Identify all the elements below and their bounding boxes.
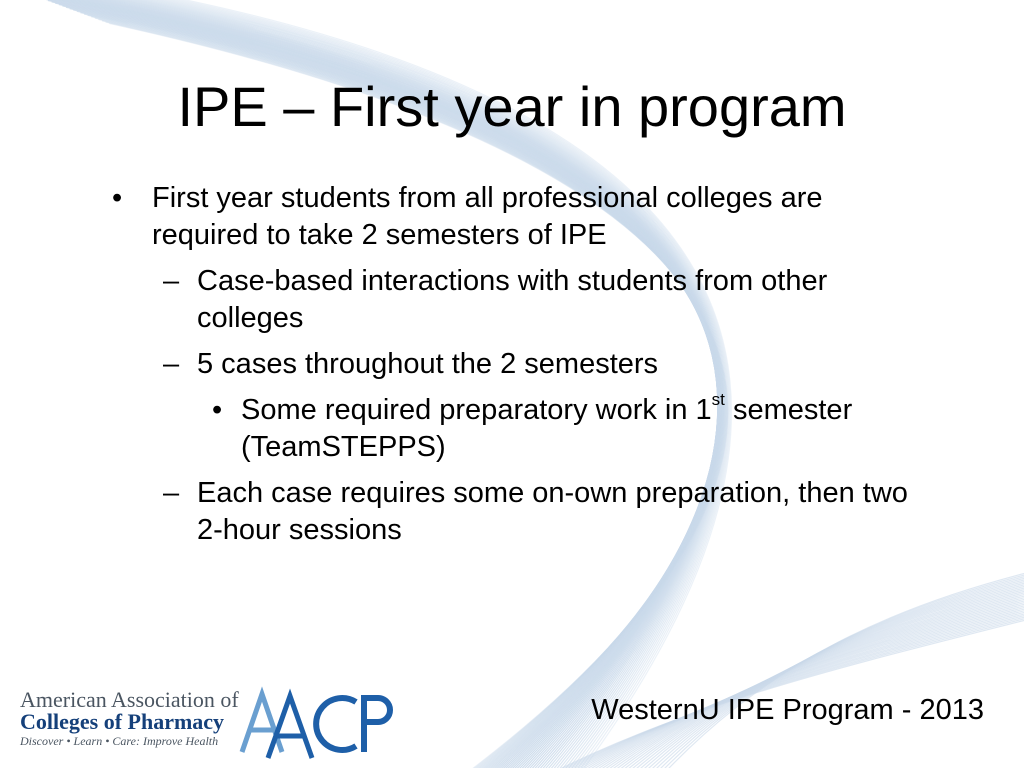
dash-marker: –	[163, 265, 180, 297]
bullet-marker: •	[112, 182, 123, 214]
bullet-text: First year students from all professional colleges are required to take 2 semesters of IPE	[152, 182, 823, 251]
slide-title: IPE – First year in program	[177, 75, 847, 138]
bullet-text-after: semester (TeamSTEPPS)	[241, 394, 853, 463]
dash-marker: –	[163, 477, 180, 509]
aacp-logo	[16, 686, 396, 762]
bullet-text-before: Some required preparatory work in 1	[241, 394, 712, 426]
bullet-list	[100, 180, 920, 558]
bullet-item-level3	[100, 392, 920, 466]
bullet-item-level2	[100, 263, 920, 337]
footer-text: WesternU IPE Program - 2013	[591, 694, 984, 726]
aacp-logo-mark	[238, 686, 394, 762]
ordinal-superscript: st	[711, 390, 725, 410]
bullet-text: Each case requires some on-own preparation, then two 2-hour sessions	[197, 477, 908, 546]
bullet-text: 5 cases throughout the 2 semesters	[197, 348, 659, 380]
bullet-marker: •	[212, 394, 223, 426]
bullet-item-level1	[100, 180, 920, 254]
logo-org-name-line1: American Association of	[20, 687, 239, 712]
dash-marker: –	[163, 348, 180, 380]
bullet-item-level2	[100, 346, 920, 383]
logo-tagline: Discover • Learn • Care: Improve Health	[20, 734, 219, 748]
bullet-text: Case-based interactions with students from other colleges	[197, 265, 828, 334]
bullet-item-level2	[100, 475, 920, 549]
logo-org-name-line2: Colleges of Pharmacy	[20, 709, 225, 734]
